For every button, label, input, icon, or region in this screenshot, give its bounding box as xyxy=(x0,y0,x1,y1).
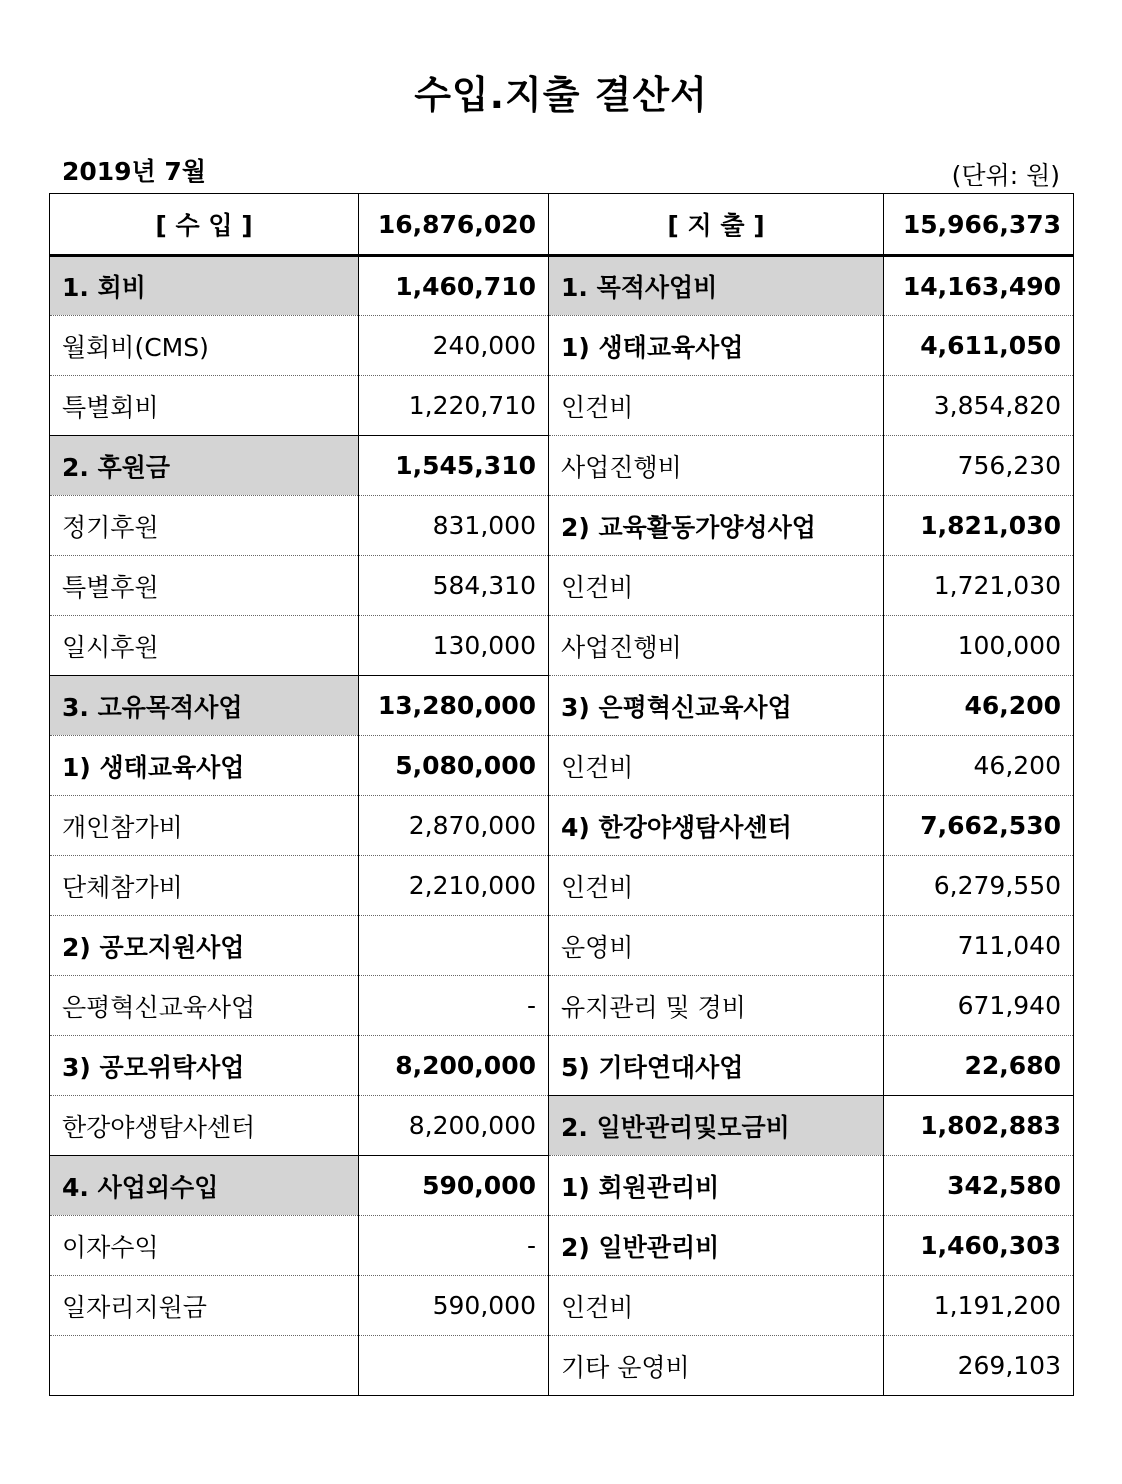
income-subcategory-amount: 8,200,000 xyxy=(359,1036,549,1096)
expense-subcategory-label: 2) 일반관리비 xyxy=(549,1216,884,1276)
table-row xyxy=(50,256,1074,316)
expense-subcategory-amount: 1,460,303 xyxy=(884,1216,1074,1276)
expense-subcategory-label: 1) 생태교육사업 xyxy=(549,316,884,376)
expense-item-amount: 671,940 xyxy=(884,976,1074,1036)
income-subcategory-label: 1) 생태교육사업 xyxy=(50,736,359,796)
expense-category-label: 1. 목적사업비 xyxy=(549,256,884,316)
income-item-amount: 1,220,710 xyxy=(359,376,549,436)
expense-item-label: 운영비 xyxy=(549,916,884,976)
income-item-label: 일시후원 xyxy=(50,616,359,676)
table-row xyxy=(50,856,1074,916)
expense-item-label: 인건비 xyxy=(549,736,884,796)
expense-subcategory-amount: 4,611,050 xyxy=(884,316,1074,376)
table-row xyxy=(50,556,1074,616)
expense-subcategory-label: 4) 한강야생탐사센터 xyxy=(549,796,884,856)
expense-subcategory-amount: 7,662,530 xyxy=(884,796,1074,856)
income-item-amount: 831,000 xyxy=(359,496,549,556)
income-category-amount: 590,000 xyxy=(359,1156,549,1216)
currency-unit: (단위: 원) xyxy=(951,161,1060,190)
expense-subcategory-amount: 22,680 xyxy=(884,1036,1074,1096)
table-row xyxy=(50,316,1074,376)
expense-item-label: 인건비 xyxy=(549,556,884,616)
expense-item-label: 사업진행비 xyxy=(549,436,884,496)
expense-item-label: 인건비 xyxy=(549,1276,884,1336)
income-item-label: 특별회비 xyxy=(50,376,359,436)
expense-subcategory-label: 3) 은평혁신교육사업 xyxy=(549,676,884,736)
expense-subcategory-label: 5) 기타연대사업 xyxy=(549,1036,884,1096)
income-subcategory-amount xyxy=(359,916,549,976)
expense-subcategory-label: 1) 회원관리비 xyxy=(549,1156,884,1216)
expense-subcategory-amount: 1,821,030 xyxy=(884,496,1074,556)
report-period: 2019년 7월 xyxy=(62,157,206,186)
table-row xyxy=(50,376,1074,436)
expense-item-amount: 1,721,030 xyxy=(884,556,1074,616)
income-category-amount: 1,545,310 xyxy=(359,436,549,496)
income-subcategory-amount: 5,080,000 xyxy=(359,736,549,796)
income-subcategory-label: 3) 공모위탁사업 xyxy=(50,1036,359,1096)
income-item-label xyxy=(50,1336,359,1396)
expense-item-amount: 1,191,200 xyxy=(884,1276,1074,1336)
income-item-label: 한강야생탐사센터 xyxy=(50,1096,359,1156)
table-row xyxy=(50,1036,1074,1096)
expense-item-amount: 46,200 xyxy=(884,736,1074,796)
table-row xyxy=(50,976,1074,1036)
income-category-label: 1. 회비 xyxy=(50,256,359,316)
income-item-amount: - xyxy=(359,976,549,1036)
income-item-amount: 240,000 xyxy=(359,316,549,376)
income-item-label: 특별후원 xyxy=(50,556,359,616)
table-row xyxy=(50,916,1074,976)
expense-total: 15,966,373 xyxy=(884,194,1074,256)
income-item-amount: 8,200,000 xyxy=(359,1096,549,1156)
expense-item-amount: 3,854,820 xyxy=(884,376,1074,436)
income-item-label: 개인참가비 xyxy=(50,796,359,856)
expense-item-label: 사업진행비 xyxy=(549,616,884,676)
expense-item-label: 기타 운영비 xyxy=(549,1336,884,1396)
expense-item-label: 유지관리 및 경비 xyxy=(549,976,884,1036)
table-row xyxy=(50,496,1074,556)
income-item-label: 일자리지원금 xyxy=(50,1276,359,1336)
expense-item-amount: 6,279,550 xyxy=(884,856,1074,916)
table-row xyxy=(50,436,1074,496)
income-category-label: 3. 고유목적사업 xyxy=(50,676,359,736)
income-item-amount: - xyxy=(359,1216,549,1276)
expense-subcategory-label: 2) 교육활동가양성사업 xyxy=(549,496,884,556)
table-row xyxy=(50,1336,1074,1396)
expense-header-label: [ 지 출 ] xyxy=(549,194,884,256)
expense-category-label: 2. 일반관리및모금비 xyxy=(549,1096,884,1156)
income-category-label: 2. 후원금 xyxy=(50,436,359,496)
income-item-label: 단체참가비 xyxy=(50,856,359,916)
document-title: 수입.지출 결산서 xyxy=(414,73,708,117)
table-header-row xyxy=(50,194,1074,256)
expense-item-label: 인건비 xyxy=(549,856,884,916)
expense-item-amount: 756,230 xyxy=(884,436,1074,496)
income-subcategory-label: 2) 공모지원사업 xyxy=(50,916,359,976)
income-total: 16,876,020 xyxy=(359,194,549,256)
table-row xyxy=(50,1096,1074,1156)
income-item-label: 이자수익 xyxy=(50,1216,359,1276)
expense-item-amount: 100,000 xyxy=(884,616,1074,676)
income-category-label: 4. 사업외수입 xyxy=(50,1156,359,1216)
table-row xyxy=(50,1156,1074,1216)
expense-item-amount: 711,040 xyxy=(884,916,1074,976)
expense-category-amount: 1,802,883 xyxy=(884,1096,1074,1156)
income-category-amount: 13,280,000 xyxy=(359,676,549,736)
table-row xyxy=(50,736,1074,796)
income-item-label: 월회비(CMS) xyxy=(50,316,359,376)
income-header-label: [ 수 입 ] xyxy=(50,194,359,256)
income-category-amount: 1,460,710 xyxy=(359,256,549,316)
table-row xyxy=(50,616,1074,676)
table-row xyxy=(50,1276,1074,1336)
expense-subcategory-amount: 46,200 xyxy=(884,676,1074,736)
table-row xyxy=(50,676,1074,736)
income-item-label: 정기후원 xyxy=(50,496,359,556)
income-item-amount: 584,310 xyxy=(359,556,549,616)
income-item-amount: 130,000 xyxy=(359,616,549,676)
expense-subcategory-amount: 342,580 xyxy=(884,1156,1074,1216)
table-row xyxy=(50,1216,1074,1276)
expense-item-label: 인건비 xyxy=(549,376,884,436)
table-row xyxy=(50,796,1074,856)
settlement-table xyxy=(49,193,1074,1396)
expense-item-amount: 269,103 xyxy=(884,1336,1074,1396)
income-item-amount: 2,870,000 xyxy=(359,796,549,856)
income-item-amount: 2,210,000 xyxy=(359,856,549,916)
income-item-label: 은평혁신교육사업 xyxy=(50,976,359,1036)
expense-category-amount: 14,163,490 xyxy=(884,256,1074,316)
income-item-amount: 590,000 xyxy=(359,1276,549,1336)
income-item-amount xyxy=(359,1336,549,1396)
